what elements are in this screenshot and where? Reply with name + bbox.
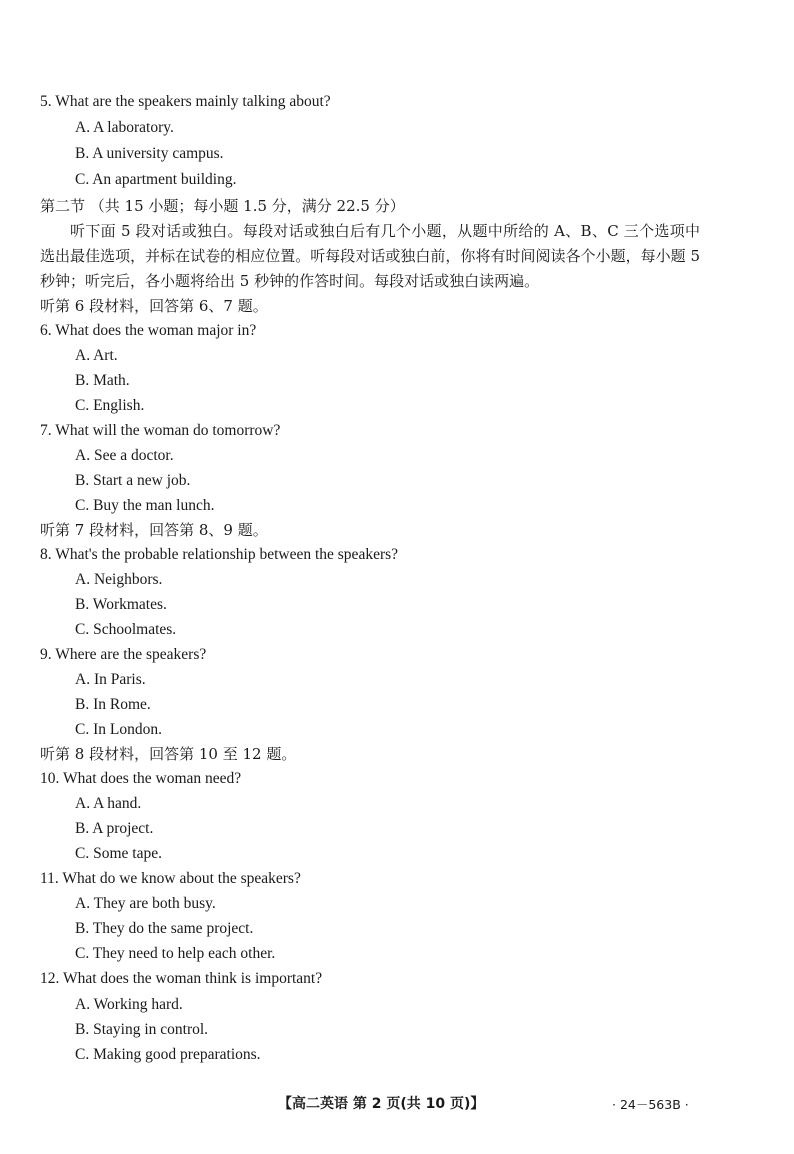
- q6-option-b: B. Math.: [75, 372, 130, 389]
- q10-option-c: C. Some tape.: [75, 845, 162, 862]
- q9-option-c: C. In London.: [75, 721, 162, 738]
- q11-option-c: C. They need to help each other.: [75, 945, 276, 962]
- section-2-header: 第二节 （共 15 小题；每小题 1.5 分，满分 22.5 分）: [40, 197, 405, 215]
- q12-option-a: A. Working hard.: [75, 996, 183, 1013]
- q5-option-a: A. A laboratory.: [75, 119, 174, 136]
- q9-option-a: A. In Paris.: [75, 671, 146, 688]
- document-code: · 24－563B ·: [612, 1097, 689, 1112]
- question-10: 10. What does the woman need?: [40, 770, 242, 787]
- q5-option-b: B. A university campus.: [75, 145, 224, 162]
- q11-option-b: B. They do the same project.: [75, 920, 254, 937]
- q12-option-b: B. Staying in control.: [75, 1021, 209, 1038]
- material-6-heading: 听第 6 段材料，回答第 6、7 题。: [40, 297, 268, 315]
- question-6: 6. What does the woman major in?: [40, 322, 257, 339]
- q8-option-b: B. Workmates.: [75, 596, 167, 613]
- q10-option-b: B. A project.: [75, 820, 154, 837]
- q6-option-a: A. Art.: [75, 347, 118, 364]
- question-5: 5. What are the speakers mainly talking about?: [40, 93, 331, 110]
- question-12: 12. What does the woman think is important?: [40, 970, 323, 987]
- q10-option-a: A. A hand.: [75, 795, 142, 812]
- question-9: 9. Where are the speakers?: [40, 646, 207, 663]
- q7-option-a: A. See a doctor.: [75, 447, 174, 464]
- page-footer-title: 【高二英语 第 2 页(共 10 页)】: [278, 1096, 485, 1112]
- material-8-heading: 听第 8 段材料，回答第 10 至 12 题。: [40, 745, 297, 763]
- material-7-heading: 听第 7 段材料，回答第 8、9 题。: [40, 521, 268, 539]
- q9-option-b: B. In Rome.: [75, 696, 151, 713]
- question-8: 8. What's the probable relationship between the speakers?: [40, 546, 399, 563]
- q8-option-c: C. Schoolmates.: [75, 621, 177, 638]
- q5-option-c: C. An apartment building.: [75, 171, 237, 188]
- question-7: 7. What will the woman do tomorrow?: [40, 422, 281, 439]
- question-11: 11. What do we know about the speakers?: [40, 870, 301, 887]
- q11-option-a: A. They are both busy.: [75, 895, 216, 912]
- q7-option-b: B. Start a new job.: [75, 472, 191, 489]
- q7-option-c: C. Buy the man lunch.: [75, 497, 215, 514]
- q8-option-a: A. Neighbors.: [75, 571, 163, 588]
- section-2-instructions: 听下面 5 段对话或独白。每段对话或独白后有几个小题，从题中所给的 A、B、C 三个选项中选出最佳选项，并标在试卷的相应位置。听每段对话或独白前，你将有时间阅读各个小题，每小题 5 秒钟；听完后，各小题将给出 5 秒钟的作答时间。每段对话或独白读两遍。: [40, 222, 700, 290]
- q6-option-c: C. English.: [75, 397, 145, 414]
- q12-option-c: C. Making good preparations.: [75, 1046, 261, 1063]
